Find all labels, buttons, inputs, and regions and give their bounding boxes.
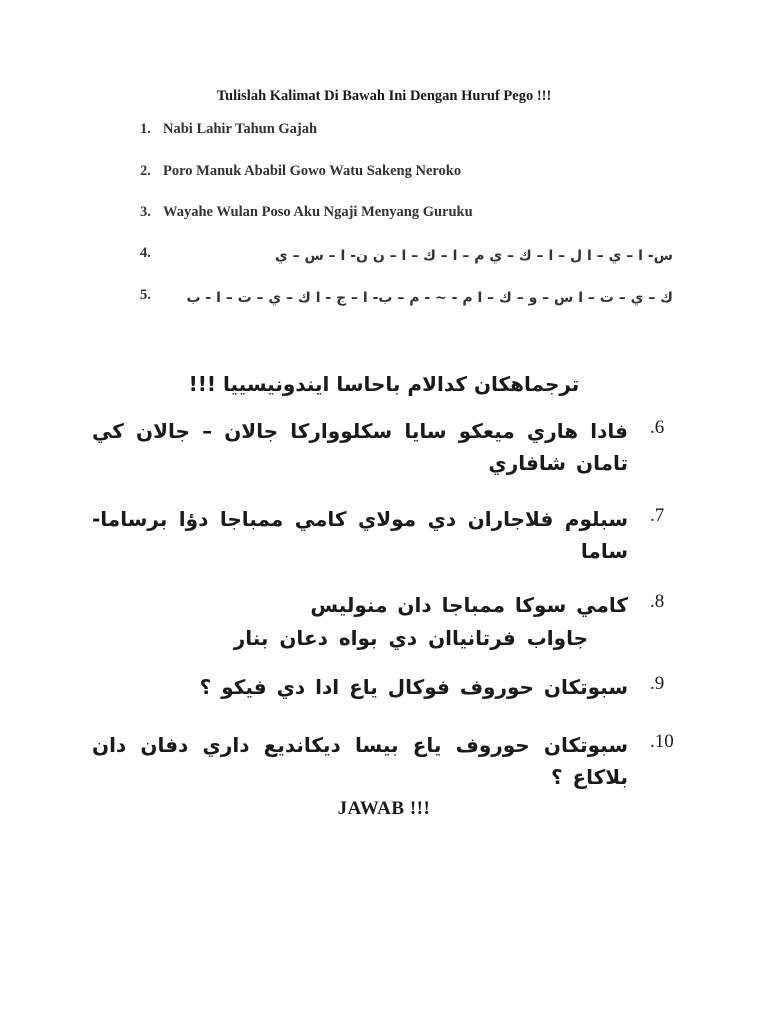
item-text: سبوتكان حوروف ياع بيسا ديكانديع داري دفان دان بلاكاع ؟: [92, 733, 628, 789]
item-text: س- ا – ي – ا ل – ا – ك – ي م – ا – ك – ا – ن ن- ا – س – ي: [274, 248, 673, 264]
item-number: .7: [650, 505, 665, 526]
answer-heading: JAWAB !!!: [337, 798, 431, 819]
item-text: ك – ي – ت – ا س – و – ك – ا م - ~ - م – ب- ا – ج - ا ك – ي – ت – ا - ب: [186, 290, 673, 306]
item-number: .10: [650, 731, 674, 752]
item-number: .6: [650, 417, 665, 438]
item-number: 4.: [140, 245, 151, 261]
item-text: فادا هاري ميعكو سايا سكلووارکا جالان – جالان كي تامان شافاري: [92, 419, 628, 475]
section-heading: ترجماهكان كدالام باحاسا ايندونيسييا !!!: [188, 372, 580, 396]
item-text: Nabi Lahir Tahun Gajah: [163, 121, 318, 137]
item-text: Wayahe Wulan Poso Aku Ngaji Menyang Guruku: [163, 204, 473, 220]
item-number: .9: [650, 673, 665, 694]
item-text: سبلوم فلاجاران دي مولاي كامي ممباجا دؤا برساما- ساما: [92, 507, 628, 563]
item-subtext: جاواب فرتانياان دي بواه دعان بنار: [233, 626, 588, 650]
item-number: .8: [650, 591, 665, 612]
item-number: 3.: [140, 204, 151, 220]
item-text: سبوتكان حوروف فوكال ياع ادا دي فيكو ؟: [199, 675, 628, 699]
item-number: 1.: [140, 121, 151, 137]
page-title: Tulislah Kalimat Di Bawah Ini Dengan Huruf Pego !!!: [216, 88, 552, 104]
item-number: 2.: [140, 163, 151, 179]
item-text: Poro Manuk Ababil Gowo Watu Sakeng Neroko: [163, 163, 462, 179]
item-text: كامي سوكا ممباجا دان منوليس: [310, 593, 628, 617]
item-number: 5.: [140, 287, 151, 303]
